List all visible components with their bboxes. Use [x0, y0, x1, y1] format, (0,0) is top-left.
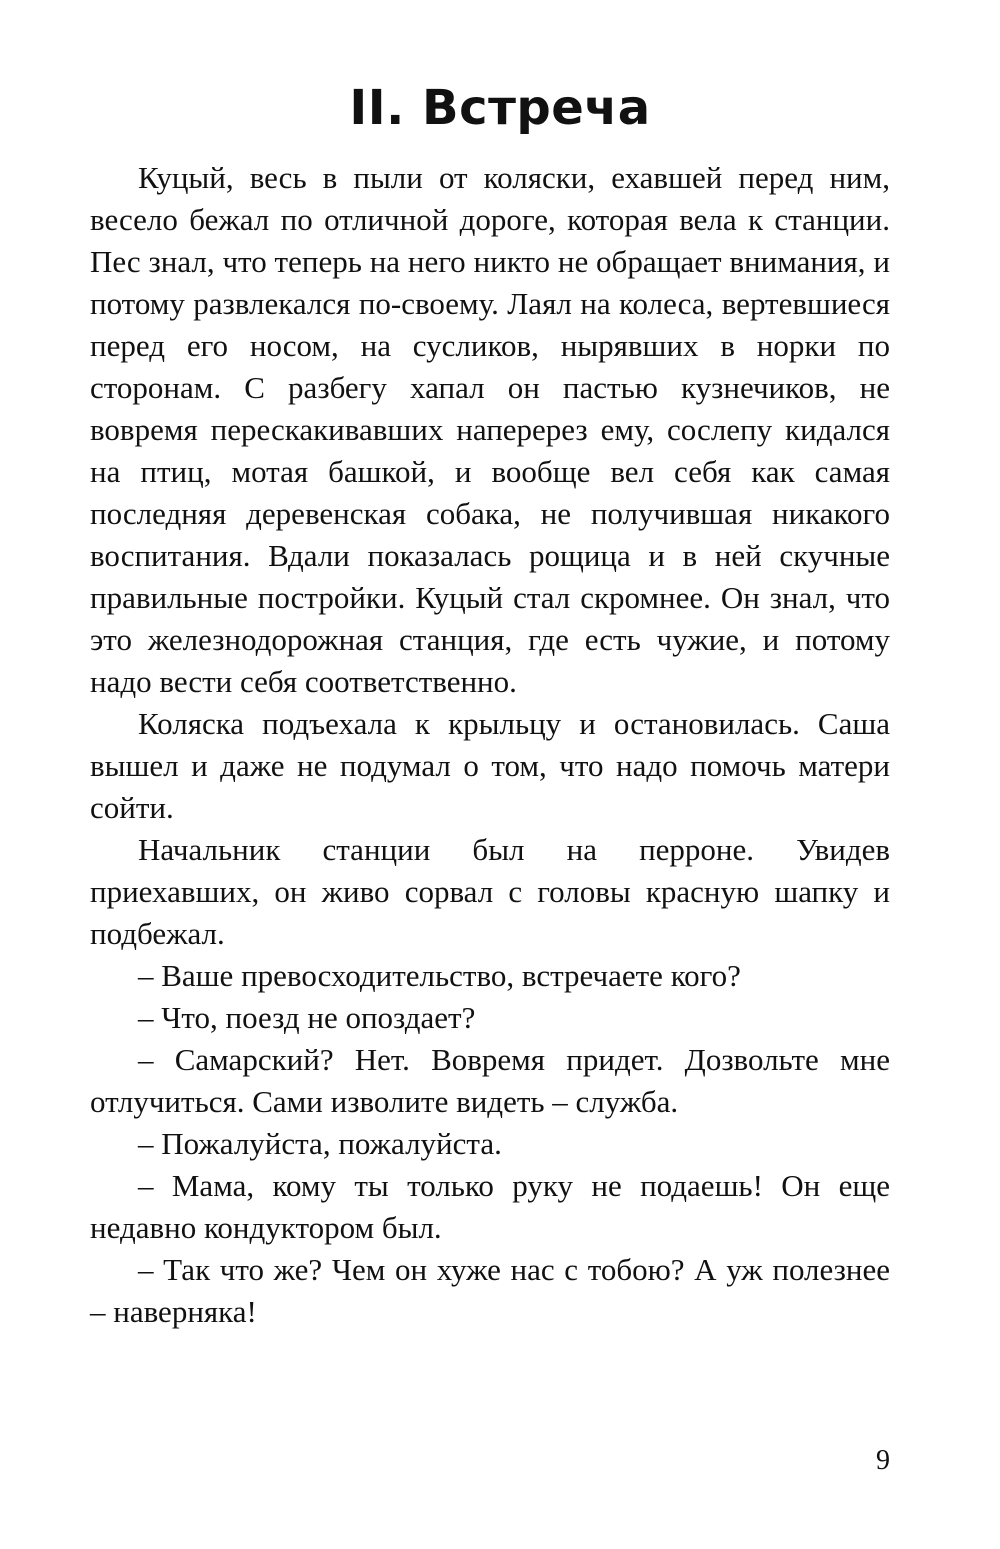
chapter-body	[90, 157, 890, 1333]
chapter-title: II. Встреча	[349, 80, 651, 136]
dialogue-line: – Так что же? Чем он хуже нас с тобою? А уж полезнее – наверняка!	[90, 1252, 890, 1329]
dialogue-line: – Что, поезд не опоздает?	[138, 1000, 476, 1035]
paragraph: Начальник станции был на перроне. Увидев приехавших, он живо сорвал с головы красную шапку и подбежал.	[90, 832, 890, 951]
dialogue-line: – Пожалуйста, пожалуйста.	[138, 1126, 502, 1161]
page-number: 9	[876, 1445, 890, 1476]
dialogue-line: – Ваше превосходительство, встречаете кого?	[138, 958, 741, 993]
dialogue-line: – Мама, кому ты только руку не подаешь! Он еще недавно кондуктором был.	[90, 1168, 890, 1245]
dialogue-line: – Самарский? Нет. Вовремя придет. Дозвольте мне отлучиться. Сами изволите видеть – служба.	[90, 1042, 890, 1119]
paragraph: Куцый, весь в пыли от коляски, ехавшей перед ним, весело бежал по отличной дороге, которая вела к станции. Пес знал, что теперь на него никто не обращает внимания, и потому развлекался по-своему. Лаял на колеса, вертевшиеся перед его носом, на сусликов, нырявших в норки по сторонам. С разбегу хапал он пастью кузнечиков, не вовремя перескакивавших наперерез ему, сослепу кидался на птиц, мотая башкой, и вообще вел себя как самая последняя деревенская собака, не получившая никакого воспитания. Вдали показалась рощица и в ней скучные правильные постройки. Куцый стал скромнее. Он знал, что это железнодорожная станция, где есть чужие, и потому надо вести себя соответственно.	[90, 160, 890, 699]
paragraph: Коляска подъехала к крыльцу и остановилась. Саша вышел и даже не подумал о том, что надо помочь матери сойти.	[90, 706, 890, 825]
